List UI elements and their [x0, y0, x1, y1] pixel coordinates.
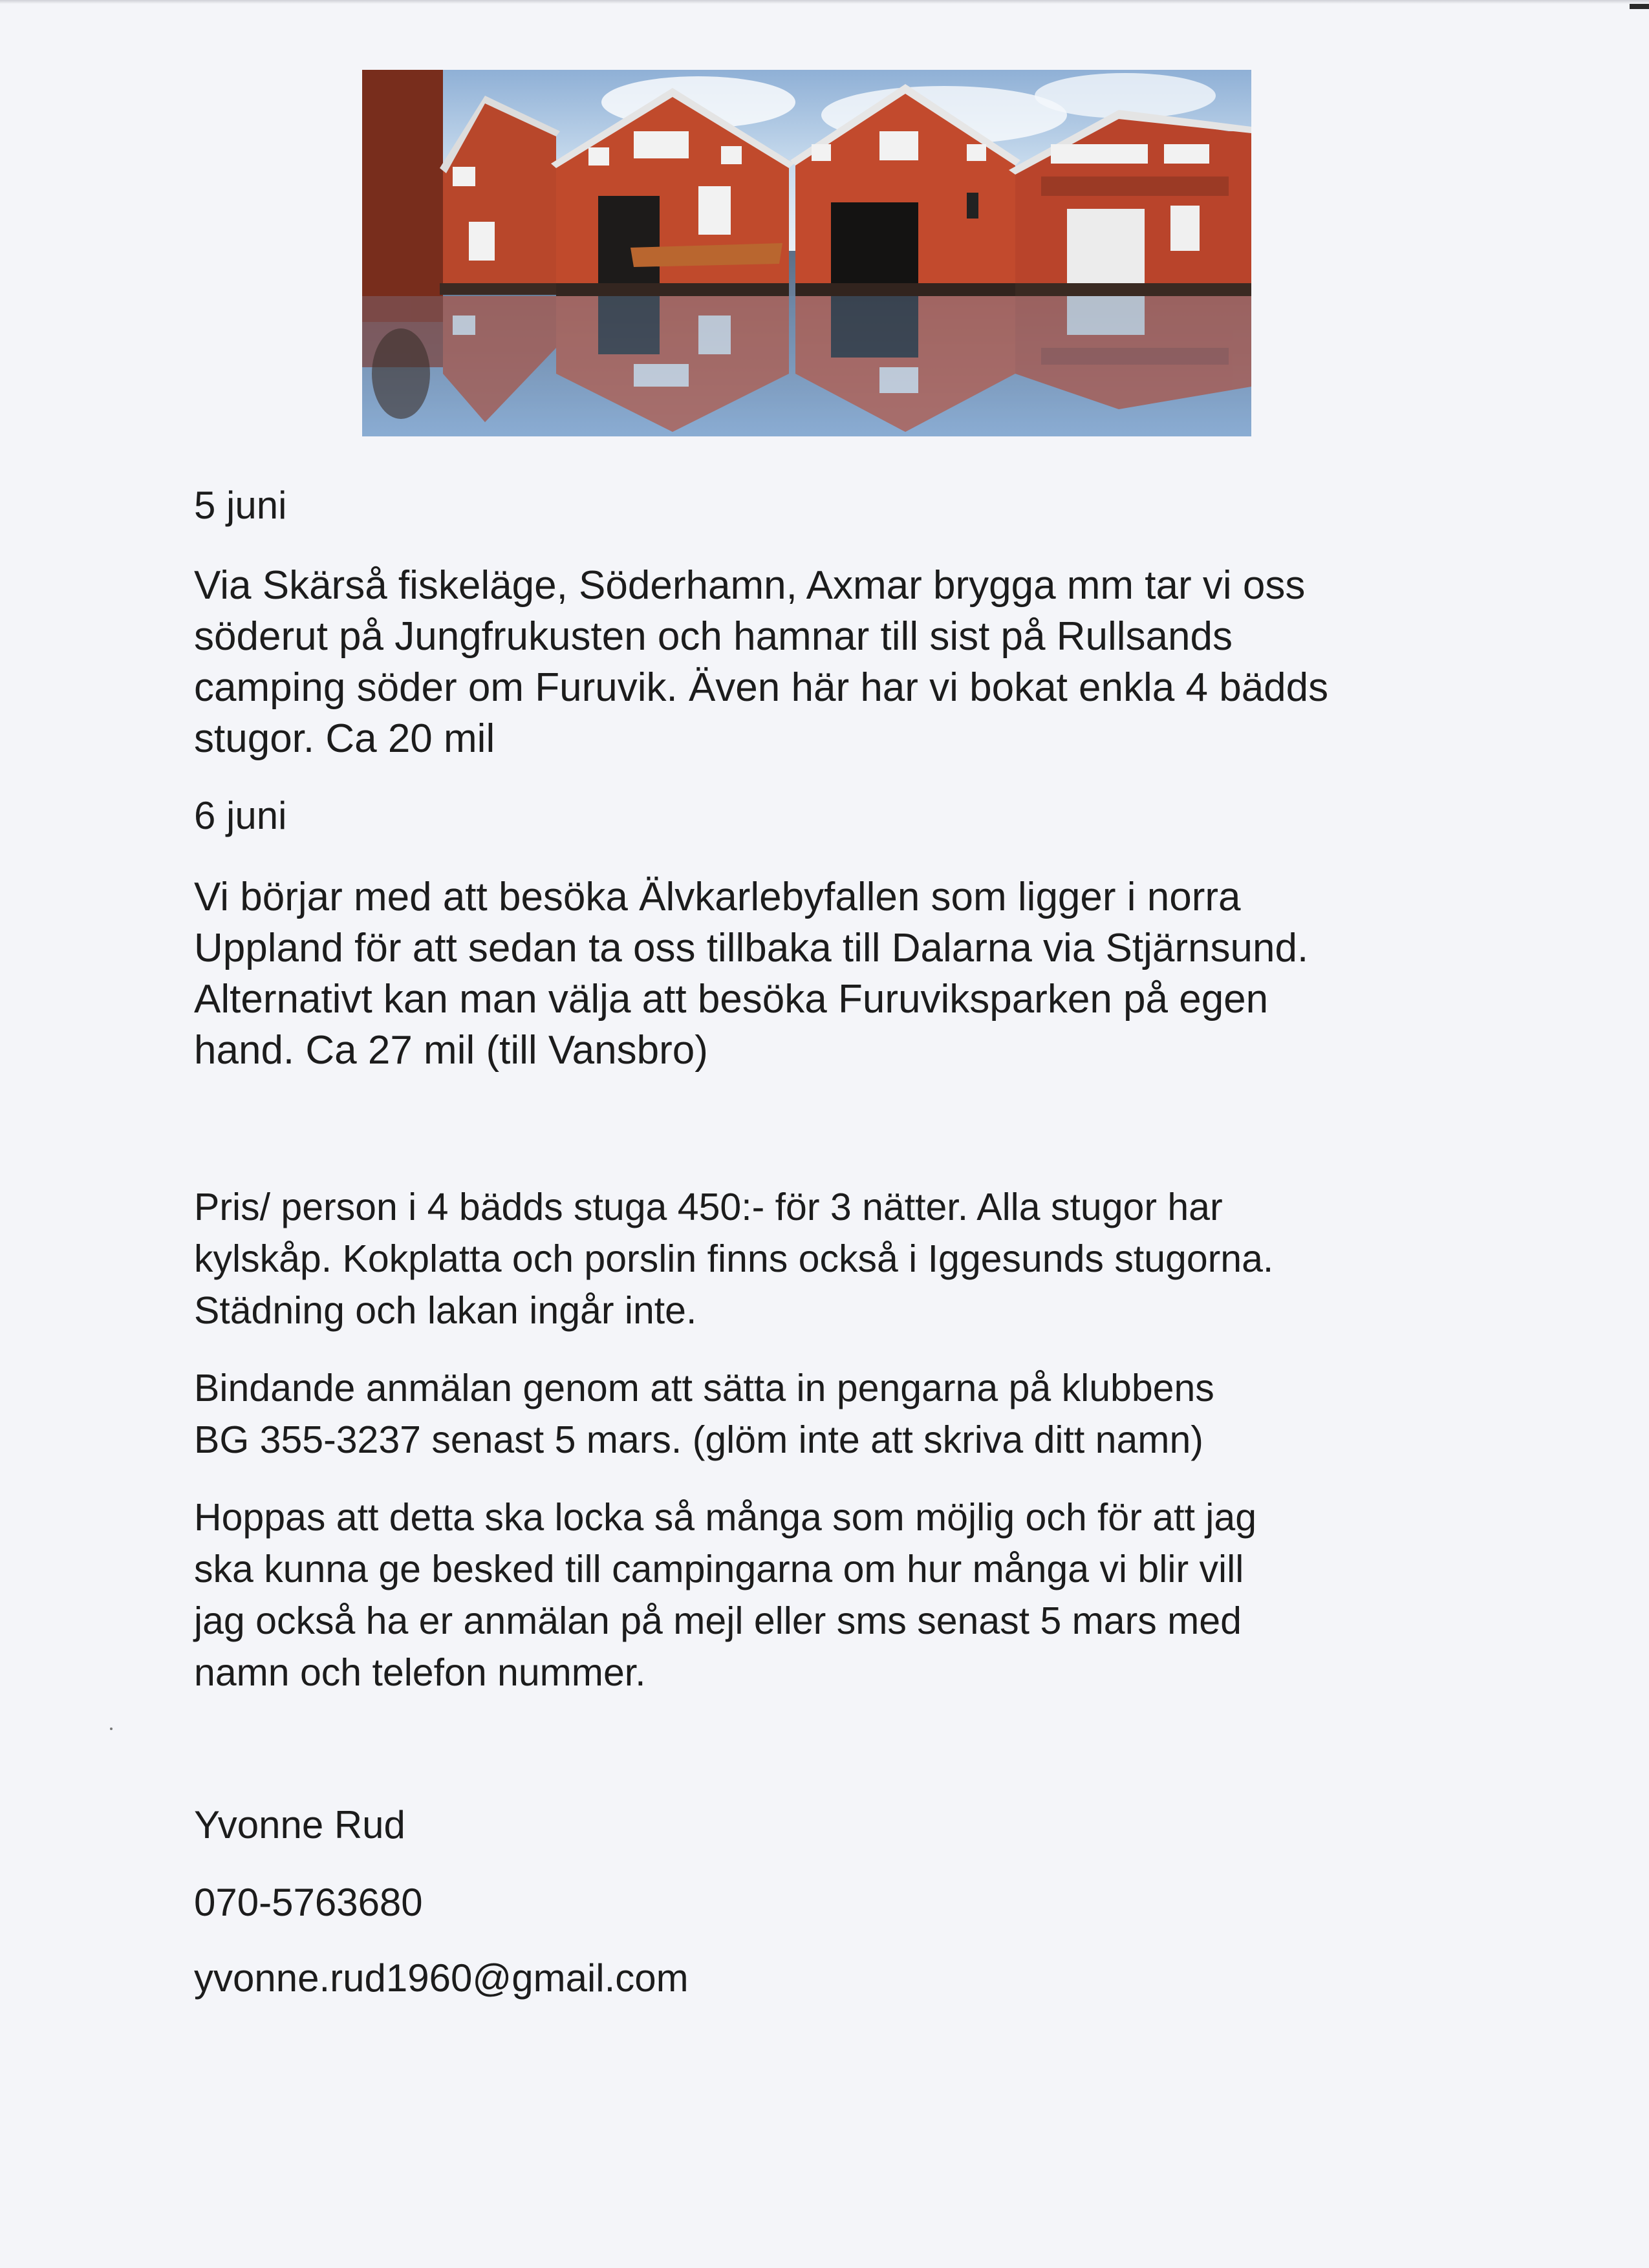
price-line: Pris/ person i 4 bädds stuga 450:- för 3 nätter. Alla stugor har	[194, 1186, 1223, 1228]
notice-line: namn och telefon nummer.	[194, 1651, 646, 1694]
contact-phone[interactable]: 070-5763680	[194, 1881, 423, 1924]
notice-line: jag också ha er anmälan på mejl eller sms senast 5 mars med	[194, 1599, 1242, 1642]
boathouse-illustration	[362, 70, 1251, 436]
notice-line: Hoppas att detta ska locka så många som möjlig och för att jag	[194, 1496, 1257, 1539]
boathouse-photo	[362, 70, 1251, 436]
registration-line: BG 355-3237 senast 5 mars. (glöm inte att skriva ditt namn)	[194, 1418, 1203, 1461]
contact-phone-block	[194, 1877, 1423, 1928]
contact-email[interactable]: yvonne.rud1960@gmail.com	[194, 1956, 689, 2000]
notice-line: ska kunna ge besked till campingarna om hur många vi blir vill	[194, 1548, 1244, 1590]
scan-speck	[110, 1728, 113, 1730]
day2-line: hand. Ca 27 mil (till Vansbro)	[194, 1028, 708, 1073]
contact-email-block	[194, 1952, 1423, 2004]
day2-line: Vi börjar med att besöka Älvkarlebyfallen som ligger i norra	[194, 875, 1241, 919]
price-line: kylskåp. Kokplatta och porslin finns också i Iggesunds stugorna.	[194, 1237, 1274, 1280]
contact-name: Yvonne Rud	[194, 1803, 405, 1846]
day1-line: stugor. Ca 20 mil	[194, 716, 495, 761]
day2-date: 6 juni	[194, 794, 287, 837]
scan-mark	[1630, 4, 1649, 9]
day1-date-block	[194, 480, 1423, 531]
price-paragraph	[194, 1181, 1423, 1336]
scan-top-edge	[0, 0, 1649, 4]
day1-line: söderut på Jungfrukusten och hamnar till sist på Rullsands	[194, 614, 1233, 659]
day1-date: 5 juni	[194, 484, 287, 527]
notice-paragraph	[194, 1492, 1423, 1698]
day1-line: camping söder om Furuvik. Även här har vi bokat enkla 4 bädds	[194, 665, 1329, 710]
price-line: Städning och lakan ingår inte.	[194, 1289, 697, 1332]
day2-paragraph	[194, 872, 1423, 1076]
contact-name-block	[194, 1799, 1423, 1850]
registration-paragraph	[194, 1362, 1423, 1466]
day2-line: Uppland för att sedan ta oss tillbaka till Dalarna via Stjärnsund.	[194, 926, 1309, 970]
day1-paragraph	[194, 560, 1423, 764]
day1-line: Via Skärså fiskeläge, Söderhamn, Axmar brygga mm tar vi oss	[194, 563, 1306, 608]
registration-line: Bindande anmälan genom att sätta in pengarna på klubbens	[194, 1367, 1214, 1409]
day2-date-block	[194, 790, 1423, 841]
day2-line: Alternativt kan man välja att besöka Furuviksparken på egen	[194, 977, 1269, 1022]
